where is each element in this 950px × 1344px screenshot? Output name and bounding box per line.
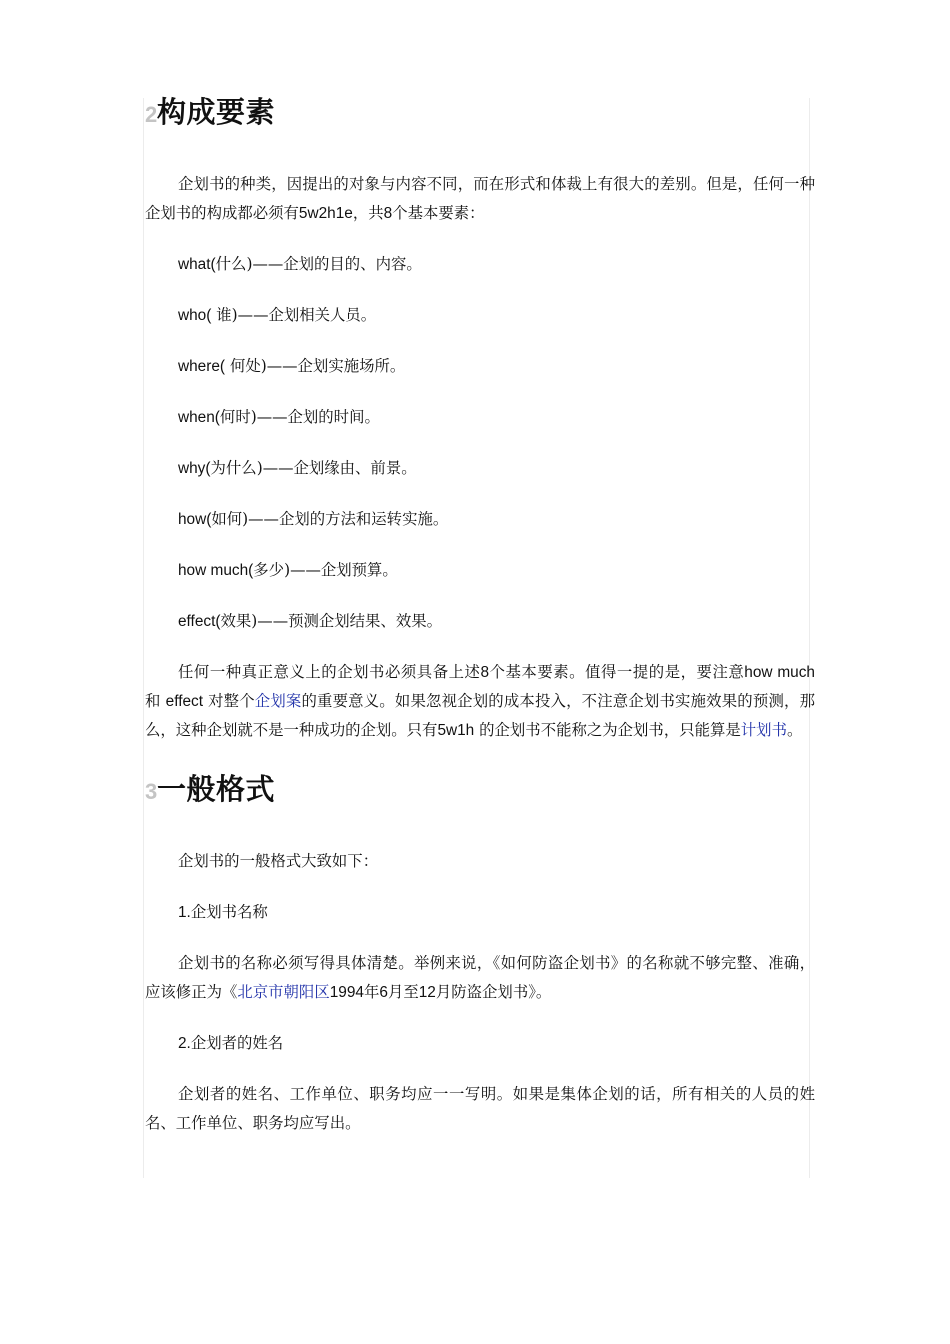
summary-paragraph: 任何一种真正意义上的企划书必须具备上述8个基本要素。值得一提的是，要注意how much 和 effect 对整个企划案的重要意义。如果忽视企划的成本投入，不注意企划书实施效果的预测，那么，这种企划就不是一种成功的企划。只有5w1h 的企划书不能称之为企划书，只能算是计划书。: [145, 663, 815, 739]
list-item: how much(多少)——企划预算。: [178, 561, 398, 579]
list-item: who( 谁)——企划相关人员。: [178, 306, 377, 324]
item-1-paragraph: 企划书的名称必须写得具体清楚。举例来说，《如何防盗企划书》的名称就不够完整、准确，应该修正为《北京市朝阳区1994年6月至12月防盗企划书》。: [145, 954, 815, 1001]
section-title: 构成要素: [157, 95, 276, 129]
section-number: 3: [145, 779, 158, 804]
item-2-heading: 2.企划者的姓名: [178, 1034, 284, 1052]
list-item: how(如何)——企划的方法和运转实施。: [178, 510, 449, 528]
item-1-heading: 1.企划书名称: [178, 903, 268, 921]
link-jihuashu[interactable]: 计划书: [740, 721, 787, 739]
list-item: where( 何处)——企划实施场所。: [178, 357, 406, 375]
section-number: 2: [145, 102, 158, 127]
format-intro: 企划书的一般格式大致如下：: [178, 852, 379, 870]
item-2-paragraph: 企划者的姓名、工作单位、职务均应一一写明。如果是集体企划的话，所有相关的人员的姓名、工作单位、职务均应写出。: [145, 1085, 815, 1132]
list-item: why(为什么)——企划缘由、前景。: [178, 459, 417, 477]
document-body: [145, 90, 815, 1138]
link-chaoyang[interactable]: 北京市朝阳区: [237, 983, 330, 1001]
section-title: 一般格式: [157, 772, 276, 806]
element-list: [145, 250, 815, 636]
section-heading-2: [145, 90, 815, 134]
list-item: effect(效果)——预测企划结果、效果。: [178, 612, 442, 630]
list-item: what(什么)——企划的目的、内容。: [178, 255, 422, 273]
intro-paragraph: 企划书的种类，因提出的对象与内容不同，而在形式和体裁上有很大的差别。但是，任何一种企划书的构成都必须有5w2h1e，共8个基本要素：: [145, 175, 815, 222]
section-heading-3: [145, 767, 815, 811]
list-item: when(何时)——企划的时间。: [178, 408, 380, 426]
link-qihuaan[interactable]: 企划案: [254, 692, 302, 710]
